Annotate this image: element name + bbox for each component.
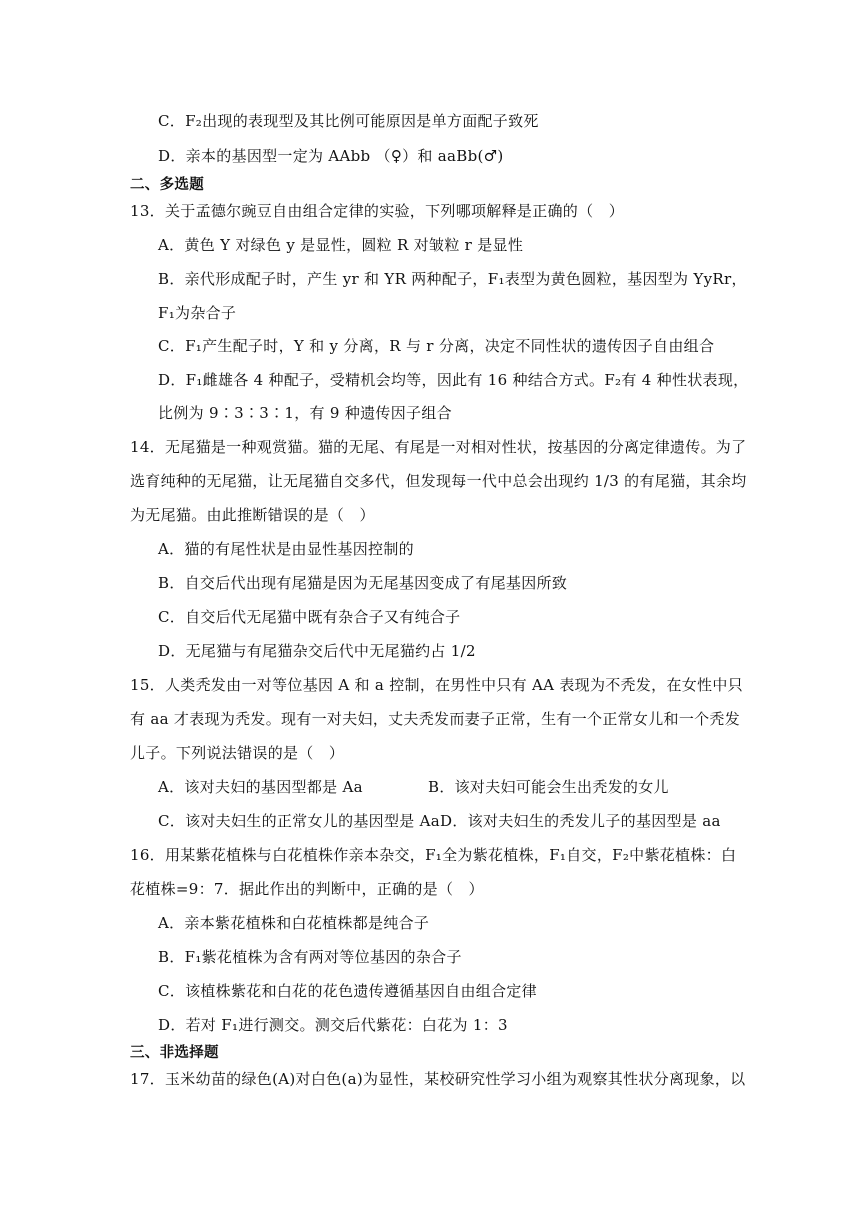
option-13a: A．黄色 Y 对绿色 y 是显性，圆粒 R 对皱粒 r 是显性 (158, 236, 524, 254)
question-13-stem: 13．关于孟德尔豌豆自由组合定律的实验，下列哪项解释是正确的（ ） (130, 202, 624, 220)
option-15a: A．该对夫妇的基因型都是 Aa (158, 778, 363, 796)
question-14-stem-line2: 选育纯种的无尾猫，让无尾猫自交多代，但发现每一代中总会出现约 1/3 的有尾猫，其余均 (130, 472, 747, 490)
question-15-stem-line1: 15．人类秃发由一对等位基因 A 和 a 控制，在男性中只有 AA 表现为不秃发，在女性中只 (130, 676, 743, 694)
option-15b: B．该对夫妇可能会生出秃发的女儿 (428, 778, 669, 796)
question-14-stem-line1: 14．无尾猫是一种观赏猫。猫的无尾、有尾是一对相对性状，按基因的分离定律遗传。为了 (130, 438, 747, 456)
question-16-stem-line2: 花植株=9：7．据此作出的判断中，正确的是（ ） (130, 880, 484, 898)
option-16a: A．亲本紫花植株和白花植株都是纯合子 (158, 914, 430, 932)
section-heading-non-choice: 三、非选择题 (130, 1045, 219, 1061)
option-14b: B．自交后代出现有尾猫是因为无尾基因变成了有尾基因所致 (158, 574, 568, 592)
option-16c: C．该植株紫花和白花的花色遗传遵循基因自由组合定律 (158, 982, 537, 1000)
option-14d: D．无尾猫与有尾猫杂交后代中无尾猫约占 1/2 (158, 642, 476, 660)
option-13b-continued: F₁为杂合子 (158, 304, 237, 322)
option-13d-continued: 比例为 9∶3∶3∶1，有 9 种遗传因子组合 (158, 404, 452, 422)
question-14-stem-line3: 为无尾猫。由此推断错误的是（ ） (130, 506, 375, 524)
option-15c-15d: C．该对夫妇生的正常女儿的基因型是 AaD．该对夫妇生的秃发儿子的基因型是 aa (158, 812, 721, 830)
option-12d: D．亲本的基因型一定为 AAbb （♀）和 aaBb(♂) (158, 147, 504, 165)
option-16b: B．F₁紫花植株为含有两对等位基因的杂合子 (158, 948, 462, 966)
option-12c: C．F₂出现的表现型及其比例可能原因是单方面配子致死 (158, 112, 539, 130)
question-16-stem-line1: 16．用某紫花植株与白花植株作亲本杂交，F₁全为紫花植株，F₁自交，F₂中紫花植株：白 (130, 846, 737, 864)
section-heading-multi-choice: 二、多选题 (130, 177, 204, 193)
option-14a: A．猫的有尾性状是由显性基因控制的 (158, 540, 414, 558)
option-13d: D．F₁雌雄各 4 种配子，受精机会均等，因此有 16 种结合方式。F₂有 4 种性状表现， (158, 371, 749, 389)
question-15-stem-line2: 有 aa 才表现为秃发。现有一对夫妇，丈夫秃发而妻子正常，生有一个正常女儿和一个秃发 (130, 710, 741, 728)
option-16d: D．若对 F₁进行测交。测交后代紫花：白花为 1：3 (158, 1016, 508, 1034)
question-17-stem-line1: 17．玉米幼苗的绿色(A)对白色(a)为显性，某校研究性学习小组为观察其性状分离现象，以 (130, 1070, 746, 1088)
option-13b: B．亲代形成配子时，产生 yr 和 YR 两种配子，F₁表型为黄色圆粒，基因型为 YyRr， (158, 270, 747, 288)
option-13c: C．F₁产生配子时，Y 和 y 分离，R 与 r 分离，决定不同性状的遗传因子自由组合 (158, 337, 715, 355)
option-14c: C．自交后代无尾猫中既有杂合子又有纯合子 (158, 608, 461, 626)
question-15-stem-line3: 儿子。下列说法错误的是（ ） (130, 744, 345, 762)
